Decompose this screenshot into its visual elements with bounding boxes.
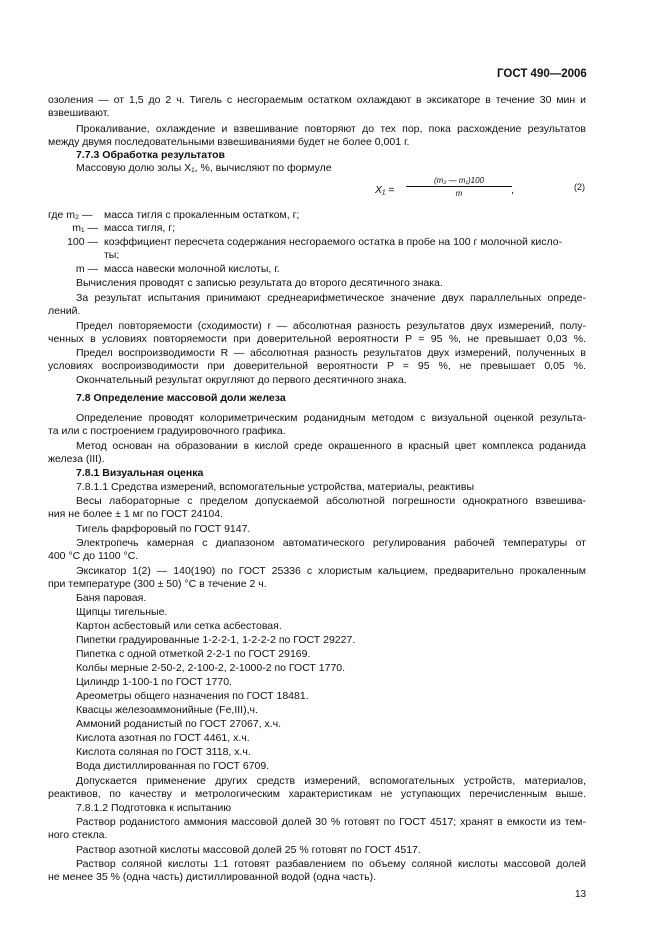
formula-comma: , [511,184,514,196]
list-item: Аммоний роданистый по ГОСТ 27067, х.ч. [76,718,282,730]
formula-denominator: m [455,189,463,198]
text-line: при температуре (300 ± 50) °С в течение 2 ч. [48,578,267,590]
formula [375,176,515,208]
text-line: железа (III). [48,453,105,465]
text-line: Раствор роданистого аммония массовой долей 30 % готовят по ГОСТ 4517; хранят в емкости из тем- [76,816,586,828]
def-text: масса тигля, г; [104,222,175,234]
formula-lhs: X₁ = [375,184,395,196]
text-line: взвешивают. [48,107,110,119]
text-line: Предел повторяемости (сходимости) r — абсолютная разность результатов двух измерений, полу- [76,320,586,332]
def-symbol: m₁ — [72,222,98,234]
text-line: та или с построением градуировочного графика. [48,425,286,437]
def-text: коэффициент пересчета содержания несгораемого остатка в пробе на 100 г молочной кисло- [104,236,563,248]
list-item: Пипетки градуированные 1-2-2-1, 1-2-2-2 по ГОСТ 29227. [76,634,356,646]
def-text: масса тигля с прокаленным остатком, г; [104,209,300,221]
def-text: ты; [104,249,120,261]
text-line: Раствор соляной кислоты 1:1 готовят разбавлением по объему соляной кислоты массовой долей [76,858,586,870]
list-item: Ареометры общего назначения по ГОСТ 18481. [76,690,309,702]
list-item: Квасцы железоаммонийные (Fe,III),ч. [76,704,258,716]
list-item: Картон асбестовый или сетка асбестовая. [76,620,282,632]
text-line: между двумя последовательными взвешиваниями будет не более 0,001 г. [48,136,410,148]
formula-numerator: (m₂ — m₁)100 [406,176,512,187]
list-item: Колбы мерные 2-50-2, 2-100-2, 2-1000-2 по ГОСТ 1770. [76,662,346,674]
text-line: озоления — от 1,5 до 2 ч. Тигель с несгораемым остатком охлаждают в эксикаторе в течение 30 мин и [48,94,586,106]
text-line: 7.8.1.1 Средства измерений, вспомогательные устройства, материалы, реактивы [76,481,474,493]
section-heading: 7.8.1 Визуальная оценка [76,467,204,479]
text-line: Тигель фарфоровый по ГОСТ 9147. [76,523,251,535]
list-item: Щипцы тигельные. [76,606,168,618]
text-line: Эксикатор 1(2) — 140(190) по ГОСТ 25336 с хлористым кальцием, предварительно прокаленным [76,565,586,577]
text-line: Прокаливание, охлаждение и взвешивание повторяют до тех пор, пока расхождение результатов [76,123,586,135]
def-symbol: m — [75,263,98,275]
list-item: Кислота соляная по ГОСТ 3118, х.ч. [76,746,251,758]
text-line: Определение проводят колориметрическим роданидным методом с визуальной оценкой результа- [76,412,586,424]
def-text: масса навески молочной кислоты, г. [104,263,280,275]
text-line: Допускается применение других средств измерений, вспомогательных устройств, материалов, [76,775,586,787]
text-line: не менее 35 % (одна часть) дистиллированной водой (одна часть). [48,871,376,883]
def-symbol: где m₂ — [48,209,93,221]
text-line: За результат испытания принимают среднеарифметическое значение двух параллельных опреде- [76,292,586,304]
text-line: Электропечь камерная с диапазоном автоматического регулирования рабочей температуры от [76,537,586,549]
text-line: реактивов, по качеству и метрологическим характеристикам не уступающих перечисленным выше. [48,788,586,800]
text-line: ния не более ± 1 мг по ГОСТ 24104. [48,508,223,520]
text-line: ного стекла. [48,829,108,841]
page-number: 13 [575,889,587,900]
def-symbol: 100 — [67,236,98,248]
formula-fraction [406,176,512,198]
text-line: условиях воспроизводимости при доверительной вероятности P = 95 %, не превышает 0,05 %. [48,360,586,372]
text-line: Раствор азотной кислоты массовой долей 25 % готовят по ГОСТ 4517. [76,844,421,856]
text-line: лений. [48,305,81,317]
list-item: Вода дистиллированная по ГОСТ 6709. [76,760,270,772]
text-line: Массовую долю золы X₁, %, вычисляют по формуле [76,162,332,174]
equation-number: (2) [574,182,585,192]
list-item: Цилиндр 1-100-1 по ГОСТ 1770. [76,676,232,688]
section-heading: 7.8 Определение массовой доли железа [76,392,286,404]
list-item: Пипетка с одной отметкой 2-2-1 по ГОСТ 29169. [76,648,311,660]
text-line: 400 °С до 1100 °С. [48,550,139,562]
document-code: ГОСТ 490—2006 [497,68,587,80]
text-line: Предел воспроизводимости R — абсолютная разность результатов двух измерений, полученных в [76,347,586,359]
text-line: Вычисления проводят с записью результата до второго десятичного знака. [76,277,443,289]
text-line: Окончательный результат округляют до первого десятичного знака. [76,374,407,386]
text-line: ченных в условиях повторяемости при доверительной вероятности P = 95 %, не превышает 0,03 %. [48,333,586,345]
list-item: Кислота азотная по ГОСТ 4461, х.ч. [76,732,250,744]
text-line: Весы лабораторные с пределом допускаемой абсолютной погрешности однократного взвешива- [76,495,586,507]
section-heading: 7.7.3 Обработка результатов [76,149,225,161]
list-item: Баня паровая. [76,592,147,604]
subsection-heading: 7.8.1.2 Подготовка к испытанию [76,802,232,814]
text-line: Метод основан на образовании в кислой среде окрашенного в красный цвет комплекса роданида [76,440,586,452]
